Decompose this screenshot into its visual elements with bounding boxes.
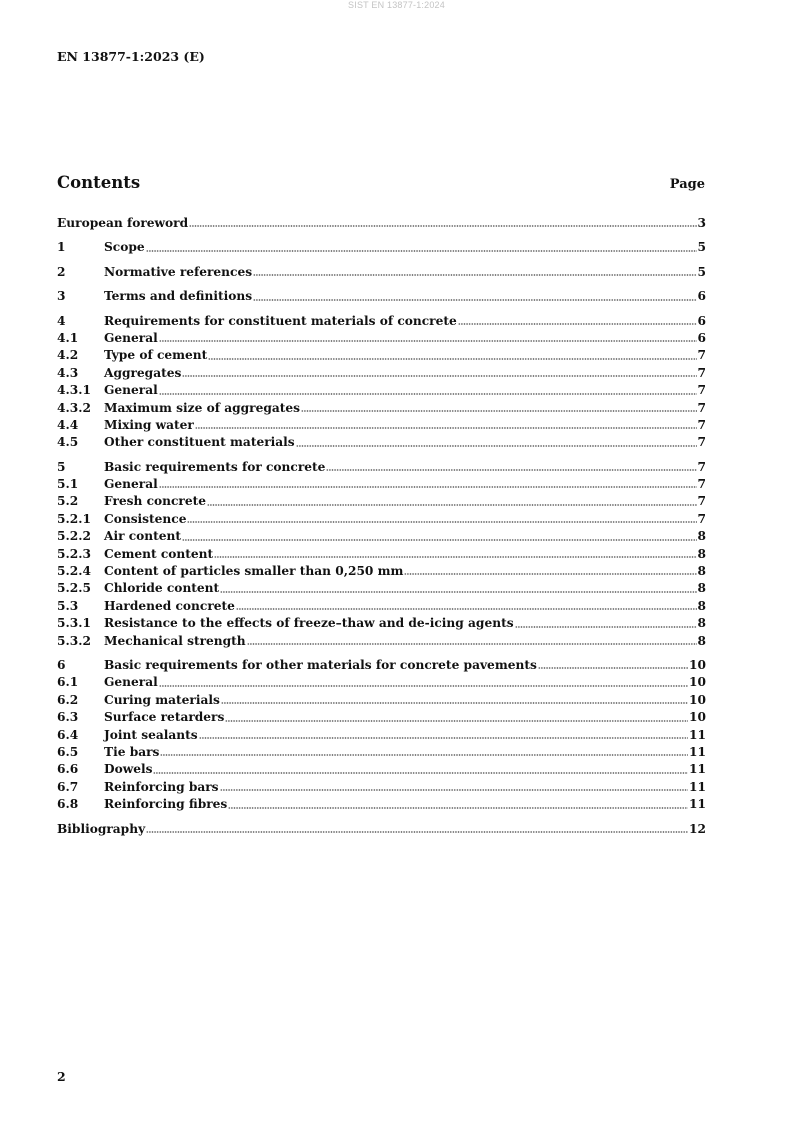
toc-entry[interactable] (57, 476, 706, 493)
toc-entry[interactable] (57, 657, 706, 674)
toc-entry-number: 6.3 (57, 710, 79, 725)
toc-group (57, 215, 706, 232)
toc-entry-title: General (104, 330, 158, 345)
toc-group (57, 657, 706, 814)
footer-page-number: 2 (57, 1069, 66, 1084)
toc-entry-title: Requirements for constituent materials of concrete (104, 313, 457, 328)
toc-entry[interactable] (57, 365, 706, 382)
toc-entry-page: 11 (689, 727, 706, 742)
toc-entry-number: 4.5 (57, 435, 79, 450)
toc-entry[interactable] (57, 692, 706, 709)
toc-entry[interactable] (57, 580, 706, 597)
toc-entry-title: Basic requirements for concrete (104, 459, 326, 474)
toc-entry-title: Chloride content (104, 581, 220, 596)
toc-dot-leader (225, 719, 688, 723)
toc-entry[interactable] (57, 493, 706, 510)
toc-dot-leader (146, 249, 697, 253)
toc-dot-leader (247, 642, 697, 646)
toc-dot-leader (326, 468, 696, 472)
toc-entry-page: 8 (697, 529, 706, 544)
toc-entry-page: 5 (697, 240, 706, 255)
toc-entry-title: Basic requirements for other materials for concrete pavements (104, 657, 537, 672)
toc-entry-number: 6.1 (57, 675, 79, 690)
toc-entry-number: 5 (57, 459, 66, 474)
toc-entry-title: Cement content (104, 546, 214, 561)
toc-entry-title: Maximum size of aggregates (104, 400, 300, 415)
toc-entry-page: 7 (697, 435, 706, 450)
toc-group (57, 459, 706, 650)
toc-dot-leader (208, 357, 696, 361)
toc-entry-page: 10 (689, 692, 706, 707)
toc-entry-page: 5 (697, 264, 706, 279)
toc-entry[interactable] (57, 796, 706, 813)
toc-entry-number: 6.6 (57, 762, 79, 777)
toc-entry-number: 6.5 (57, 744, 79, 759)
toc-entry-page: 8 (697, 581, 706, 596)
toc-entry-page: 6 (697, 313, 706, 328)
toc-group (57, 264, 706, 281)
toc-entry-page: 8 (697, 564, 706, 579)
watermark: SIST EN 13877-1:2024 (348, 0, 445, 10)
toc-entry-title: Mixing water (104, 417, 194, 432)
toc-entry-number: 4 (57, 313, 66, 328)
toc-entry-title: Dowels (104, 762, 153, 777)
toc-dot-leader (195, 426, 697, 430)
toc-entry-number: 4.3.2 (57, 400, 91, 415)
toc-entry-page: 10 (689, 710, 706, 725)
toc-entry[interactable] (57, 400, 706, 417)
toc-dot-leader (146, 830, 688, 834)
toc-entry-number: 4.2 (57, 348, 79, 363)
toc-dot-leader (253, 273, 696, 277)
toc-group (57, 239, 706, 256)
toc-entry-number: 6.7 (57, 779, 79, 794)
toc-entry-page: 8 (697, 598, 706, 613)
toc-entry-title: Terms and definitions (104, 289, 253, 304)
toc-entry-title: Scope (104, 240, 145, 255)
toc-entry-page: 10 (689, 675, 706, 690)
toc-dot-leader (182, 538, 696, 542)
toc-dot-leader (236, 607, 697, 611)
toc-entry-number: 4.3.1 (57, 383, 91, 398)
toc-entry-page: 7 (697, 365, 706, 380)
toc-entry-number: 5.2.3 (57, 546, 91, 561)
toc-dot-leader (187, 520, 696, 524)
toc-entry-page: 11 (689, 779, 706, 794)
toc-entry-title: General (104, 383, 158, 398)
toc-entry-page: 12 (689, 821, 706, 836)
toc-entry[interactable] (57, 727, 706, 744)
toc-entry[interactable] (57, 459, 706, 476)
toc-entry[interactable] (57, 511, 706, 528)
toc-entry-page: 7 (697, 494, 706, 509)
toc-entry-number: 6 (57, 657, 66, 672)
toc-entry-number: 5.3.2 (57, 633, 91, 648)
toc-entry[interactable] (57, 264, 706, 281)
toc-entry-number: 4.1 (57, 330, 79, 345)
toc-entry-title: Hardened concrete (104, 598, 235, 613)
toc-dot-leader (253, 298, 696, 302)
toc-entry[interactable] (57, 598, 706, 615)
toc-dot-leader (207, 503, 697, 507)
toc-dot-leader (160, 753, 688, 757)
page-column-heading: Page (669, 177, 705, 192)
toc-entry-number: 6.2 (57, 692, 79, 707)
toc-entry[interactable] (57, 434, 706, 451)
toc-entry-title: Normative references (104, 264, 253, 279)
toc-dot-leader (538, 666, 688, 670)
toc-entry-title: Consistence (104, 511, 187, 526)
toc-entry-page: 3 (697, 216, 706, 230)
toc-entry[interactable] (57, 744, 706, 761)
toc-entry-page: 7 (697, 348, 706, 363)
toc-entry[interactable] (57, 563, 706, 580)
toc-entry-title: Reinforcing fibres (104, 797, 228, 812)
toc-entry-page: 6 (697, 330, 706, 345)
toc-group (57, 313, 706, 452)
document-id: EN 13877-1:2023 (E) (57, 49, 205, 64)
toc-entry[interactable] (57, 546, 706, 563)
toc-dot-leader (214, 555, 696, 559)
toc-dot-leader (228, 806, 688, 810)
toc-entry-title: Type of cement (104, 348, 208, 363)
toc-dot-leader (220, 788, 688, 792)
toc-group (57, 288, 706, 305)
toc-entry-page: 6 (697, 289, 706, 304)
toc-entry-number: 1 (57, 240, 66, 255)
toc-entry-title: Mechanical strength (104, 633, 246, 648)
toc-entry-title: Other constituent materials (104, 435, 295, 450)
toc-entry[interactable] (57, 528, 706, 545)
toc-entry[interactable] (57, 347, 706, 364)
toc-entry-page: 7 (697, 477, 706, 492)
toc-entry-number: 5.3.1 (57, 616, 91, 631)
toc-entry-title: European foreword (57, 216, 189, 230)
toc-entry-number: 4.3 (57, 365, 79, 380)
toc-dot-leader (189, 224, 696, 228)
toc-entry[interactable] (57, 313, 706, 330)
toc-entry-page: 8 (697, 616, 706, 631)
toc-entry[interactable] (57, 633, 706, 650)
toc-dot-leader (220, 590, 696, 594)
contents-heading: Contents (57, 173, 141, 192)
toc-entry-number: 2 (57, 264, 66, 279)
toc-entry-number: 3 (57, 289, 66, 304)
toc-entry[interactable] (57, 674, 706, 691)
toc-entry[interactable] (57, 417, 706, 434)
toc-entry-title: Joint sealants (104, 727, 198, 742)
toc-entry-number: 4.4 (57, 417, 79, 432)
toc-dot-leader (515, 625, 697, 629)
toc-entry[interactable] (57, 382, 706, 399)
toc-entry[interactable] (57, 215, 706, 232)
toc-entry[interactable] (57, 821, 706, 838)
toc-dot-leader (159, 392, 697, 396)
toc-entry-number: 6.4 (57, 727, 79, 742)
toc-entry[interactable] (57, 779, 706, 796)
toc-dot-leader (159, 339, 697, 343)
toc-entry-page: 7 (697, 400, 706, 415)
toc-entry-page: 7 (697, 459, 706, 474)
toc-dot-leader (199, 736, 688, 740)
toc-group (57, 821, 706, 838)
toc-entry[interactable] (57, 761, 706, 778)
toc-dot-leader (159, 684, 688, 688)
toc-entry[interactable] (57, 288, 706, 305)
toc-entry-number: 5.2 (57, 494, 79, 509)
toc-entry-number: 5.2.5 (57, 581, 91, 596)
toc-entry-title: Air content (104, 529, 182, 544)
toc-entry-title: General (104, 675, 158, 690)
toc-entry-page: 11 (689, 762, 706, 777)
toc-entry[interactable] (57, 330, 706, 347)
toc-entry-page: 7 (697, 511, 706, 526)
toc-entry-title: Resistance to the effects of freeze–thaw and de-icing agents (104, 616, 514, 631)
toc-entry-number: 5.2.1 (57, 511, 91, 526)
toc-dot-leader (458, 322, 697, 326)
toc-dot-leader (296, 444, 697, 448)
toc-dot-leader (182, 374, 696, 378)
toc-entry-title: Reinforcing bars (104, 779, 219, 794)
toc-entry-page: 8 (697, 546, 706, 561)
toc-entry-number: 5.1 (57, 477, 79, 492)
toc-entry-title: Surface retarders (104, 710, 225, 725)
toc-entry-number: 5.2.4 (57, 564, 91, 579)
toc-entry-title: Aggregates (104, 365, 182, 380)
toc-entry-title: Curing materials (104, 692, 220, 707)
toc-entry-title: Bibliography (57, 821, 146, 836)
toc-dot-leader (159, 485, 697, 489)
toc-entry-title: General (104, 477, 158, 492)
toc-entry[interactable] (57, 239, 706, 256)
toc-entry-number: 5.2.2 (57, 529, 91, 544)
toc-dot-leader (153, 771, 688, 775)
toc-dot-leader (404, 572, 696, 576)
toc-entry-number: 6.8 (57, 797, 79, 812)
table-of-contents (57, 215, 706, 845)
toc-entry[interactable] (57, 615, 706, 632)
toc-entry-number: 5.3 (57, 598, 79, 613)
toc-entry-page: 11 (689, 744, 706, 759)
toc-entry-page: 7 (697, 417, 706, 432)
toc-dot-leader (221, 701, 688, 705)
toc-entry-page: 10 (689, 657, 706, 672)
toc-entry-page: 11 (689, 797, 706, 812)
toc-entry-page: 7 (697, 383, 706, 398)
toc-entry[interactable] (57, 709, 706, 726)
toc-dot-leader (301, 409, 697, 413)
toc-entry-title: Tie bars (104, 744, 160, 759)
toc-entry-page: 8 (697, 633, 706, 648)
toc-entry-title: Content of particles smaller than 0,250 mm (104, 564, 404, 579)
toc-entry-title: Fresh concrete (104, 494, 206, 509)
